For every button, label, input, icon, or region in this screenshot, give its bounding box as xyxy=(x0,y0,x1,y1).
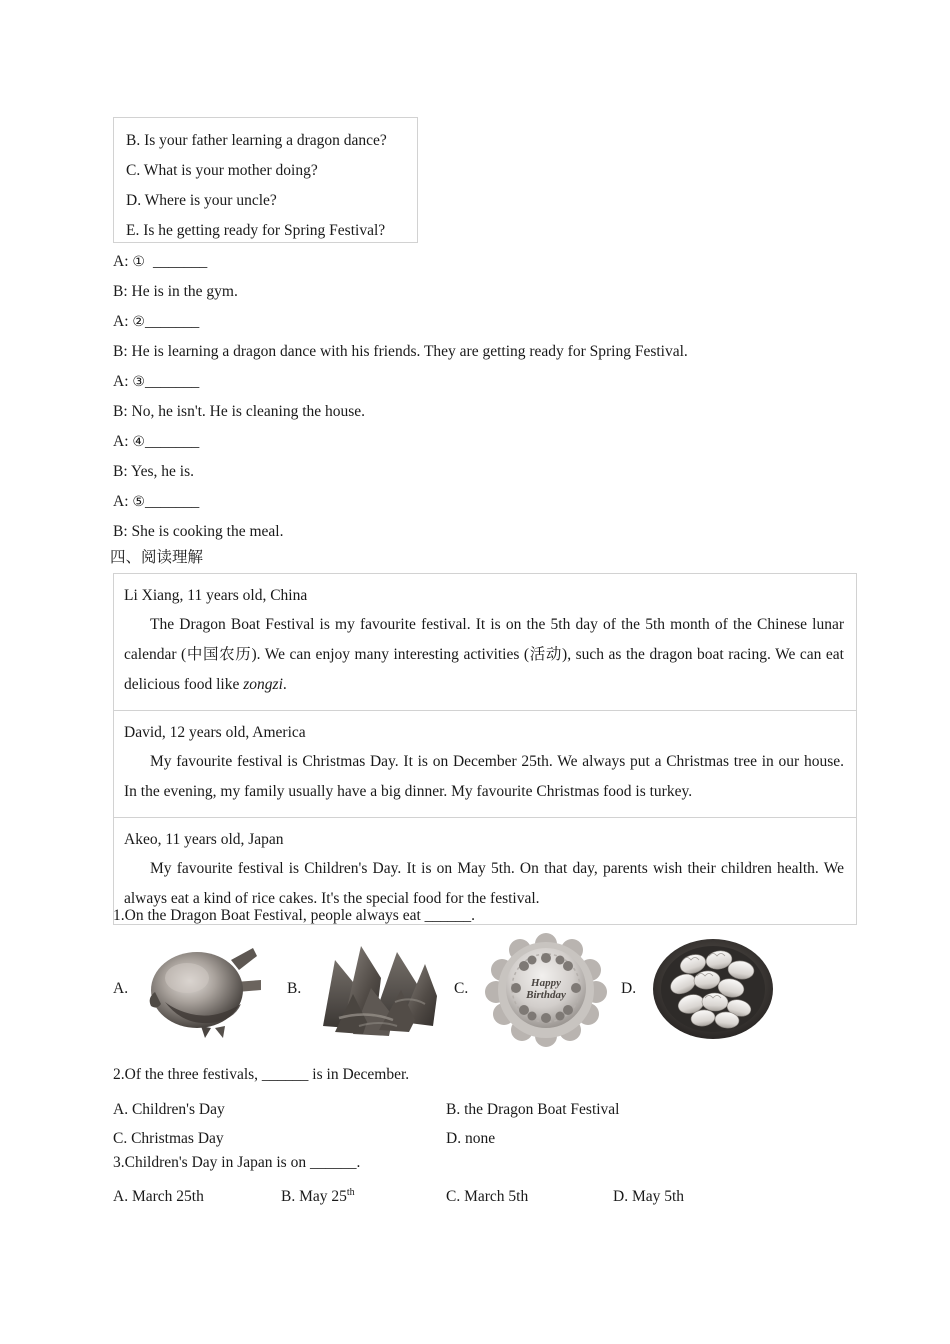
passage-text-li-xiang xyxy=(124,610,844,700)
question-2-choice-a[interactable]: A. Children's Day xyxy=(113,1101,225,1118)
reading-passages-table xyxy=(113,573,857,925)
dialogue-speaker: A: xyxy=(113,373,133,390)
answer-options-box xyxy=(113,117,418,243)
picture-choice-b-label: B. xyxy=(287,980,302,997)
question-2-choice-b[interactable]: B. the Dragon Boat Festival xyxy=(446,1101,620,1118)
passage-author-akeo: Akeo, 11 years old, Japan xyxy=(124,831,284,848)
question-3-choice-b[interactable] xyxy=(281,1183,355,1211)
dialogue-line xyxy=(113,517,873,547)
dialogue-line xyxy=(113,487,873,517)
dialogue-line xyxy=(113,427,873,457)
choice-text: B. May 25 xyxy=(281,1188,347,1205)
dialogue-line xyxy=(113,307,873,337)
dialogue-speaker: B: xyxy=(113,343,132,360)
dialogue-text: He is in the gym. xyxy=(131,283,238,300)
dialogue-speaker: B: xyxy=(113,463,131,480)
dialogue-text: Yes, he is. xyxy=(130,463,194,480)
dialogue-line xyxy=(113,367,873,397)
question-2-choice-c[interactable]: C. Christmas Day xyxy=(113,1130,224,1147)
passage-text-tail: . xyxy=(282,676,287,693)
dialogue-block xyxy=(113,247,873,547)
picture-choice-a-label: A. xyxy=(113,980,129,997)
dialogue-speaker: B: xyxy=(113,403,132,420)
dialogue-answer-blank[interactable]: _______ xyxy=(144,313,200,330)
passage-author-li-xiang: Li Xiang, 11 years old, China xyxy=(124,587,308,604)
cake-caption-line1: Happy xyxy=(531,977,561,989)
dialogue-answer-blank[interactable]: _______ xyxy=(152,253,208,270)
passage-author-david: David, 12 years old, America xyxy=(124,724,306,741)
question-3-choice-c[interactable] xyxy=(446,1183,528,1211)
dialogue-answer-blank[interactable]: _______ xyxy=(144,433,200,450)
picture-choice-d-label: D. xyxy=(621,980,637,997)
dialogue-answer-blank[interactable]: _______ xyxy=(144,373,200,390)
question-3-choice-d[interactable] xyxy=(613,1183,684,1211)
dialogue-text: She is cooking the meal. xyxy=(131,523,284,540)
question-3-stem: 3.Children's Day in Japan is on ______. xyxy=(113,1154,361,1171)
picture-choice-c-label: C. xyxy=(454,980,469,997)
picture-choice-c[interactable] xyxy=(454,930,629,1048)
option-item-e: E. Is he getting ready for Spring Festival? xyxy=(126,222,386,239)
question-2-choice-d[interactable]: D. none xyxy=(446,1130,496,1147)
dialogue-blank-marker: ③ xyxy=(132,374,145,390)
question-2-stem: 2.Of the three festivals, ______ is in December. xyxy=(113,1066,410,1083)
dialogue-speaker: A: xyxy=(113,313,133,330)
dialogue-line xyxy=(113,457,873,487)
choice-text: A. March 25th xyxy=(113,1188,204,1205)
dialogue-speaker: B: xyxy=(113,283,132,300)
dialogue-line xyxy=(113,397,873,427)
passage-text-akeo: My favourite festival is Children's Day. It is on May 5th. On that day, parents wish their children health. We always eat a kind of rice cakes. It's the special food for the festival. xyxy=(124,860,844,907)
cake-caption-line2: Birthday xyxy=(526,989,566,1001)
dialogue-line xyxy=(113,247,873,277)
dialogue-answer-blank[interactable]: _______ xyxy=(144,493,200,510)
passage-cell-li-xiang xyxy=(114,574,856,711)
dumplings-plate-photo xyxy=(643,930,783,1048)
dialogue-speaker: B: xyxy=(113,523,132,540)
zongzi-photo xyxy=(309,930,449,1048)
dialogue-line xyxy=(113,337,873,367)
picture-choice-a[interactable] xyxy=(113,930,288,1048)
passage-cell-david xyxy=(114,711,856,818)
picture-choice-b[interactable] xyxy=(287,930,462,1048)
passage-text-david: My favourite festival is Christmas Day. It is on December 25th. We always put a Christmas tree in our house. In the evening, my family usually have a big dinner. My favourite Christmas food is turkey. xyxy=(124,753,844,800)
dialogue-text: He is learning a dragon dance with his friends. They are getting ready for Spring Festival. xyxy=(131,343,688,360)
dialogue-speaker: A: xyxy=(113,433,133,450)
section-heading-reading: 四、阅读理解 xyxy=(110,549,204,566)
option-item-d: D. Where is your uncle? xyxy=(126,192,277,209)
dialogue-blank-marker: ② xyxy=(132,314,145,330)
dialogue-blank-marker: ⑤ xyxy=(132,494,145,510)
birthday-cake-photo xyxy=(476,930,616,1048)
choice-text: D. May 5th xyxy=(613,1188,685,1205)
question-1-stem: 1.On the Dragon Boat Festival, people always eat ______. xyxy=(113,907,476,924)
question-3-choice-a[interactable] xyxy=(113,1183,204,1211)
passage-text-part: The Dragon Boat Festival is my favourite festival. It is on the 5th day of the 5th month of the Chinese lunar calendar (中国农历). We can enjoy many interesting activities (活动), such as the dragon boat racing. We can eat delicious food like xyxy=(124,616,844,693)
dialogue-blank-marker: ① xyxy=(132,254,145,270)
roast-turkey-photo xyxy=(135,930,275,1048)
option-item-c: C. What is your mother doing? xyxy=(126,162,318,179)
dialogue-speaker: A: xyxy=(113,493,133,510)
option-item-b: B. Is your father learning a dragon dance? xyxy=(126,132,387,149)
passage-italic-term: zongzi xyxy=(243,676,283,693)
choice-superscript: th xyxy=(346,1186,355,1198)
dialogue-speaker: A: xyxy=(113,253,133,270)
dialogue-text: No, he isn't. He is cleaning the house. xyxy=(131,403,366,420)
picture-choice-d[interactable] xyxy=(621,930,796,1048)
dialogue-line xyxy=(113,277,873,307)
choice-text: C. March 5th xyxy=(446,1188,529,1205)
question-1-picture-choices xyxy=(113,930,857,1050)
dialogue-blank-marker: ④ xyxy=(132,434,145,450)
